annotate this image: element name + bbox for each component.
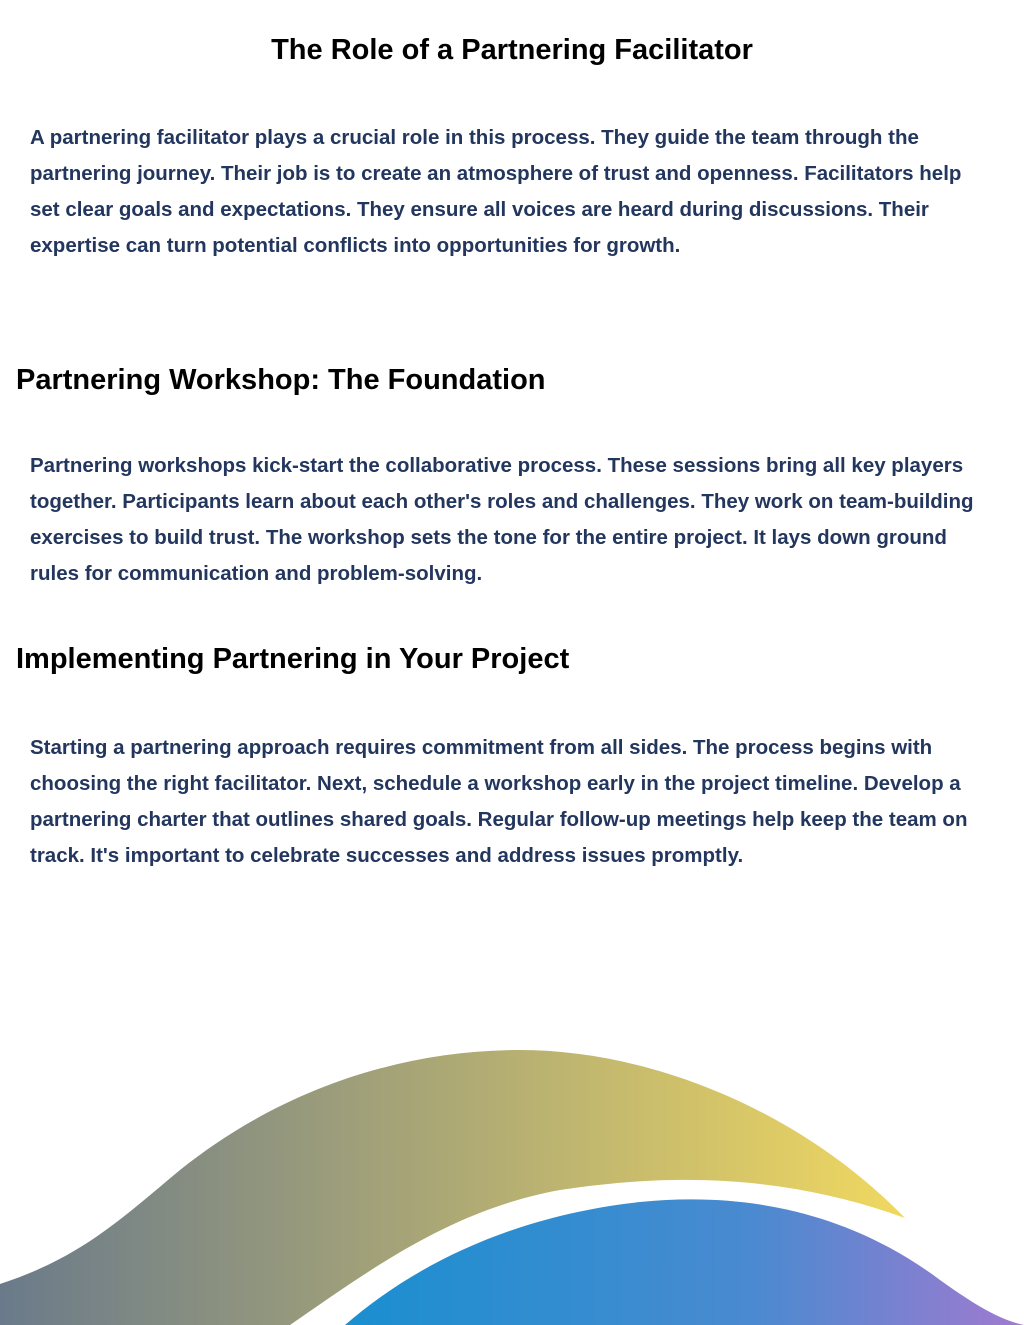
facilitator-paragraph: A partnering facilitator plays a crucial role in this process. They guide the team through the partnering journey. Their job is to create an atmosphere of trust and openness. Facilitators help set clear goals and expectations. They ensure all voices are heard during discussions. Their expertise can turn potential conflicts into opportunities for growth. (30, 126, 962, 257)
implementing-heading: Implementing Partnering in Your Project (16, 643, 570, 675)
page-title: The Role of a Partnering Facilitator (271, 34, 753, 66)
decorative-waves (0, 1020, 1024, 1325)
workshop-heading: Partnering Workshop: The Foundation (16, 364, 546, 396)
implementing-paragraph: Starting a partnering approach requires commitment from all sides. The process begins with choosing the right facilitator. Next, schedule a workshop early in the project timeline. Develop a partnering charter that outlines shared goals. Regular follow-up meetings help keep the team on track. It's important to celebrate successes and address issues promptly. (30, 736, 968, 867)
workshop-paragraph: Partnering workshops kick-start the collaborative process. These sessions bring all key players together. Participants learn about each other's roles and challenges. They work on team-building exercises to build trust. The workshop sets the tone for the entire project. It lays down ground rules for communication and problem-solving. (30, 454, 974, 585)
